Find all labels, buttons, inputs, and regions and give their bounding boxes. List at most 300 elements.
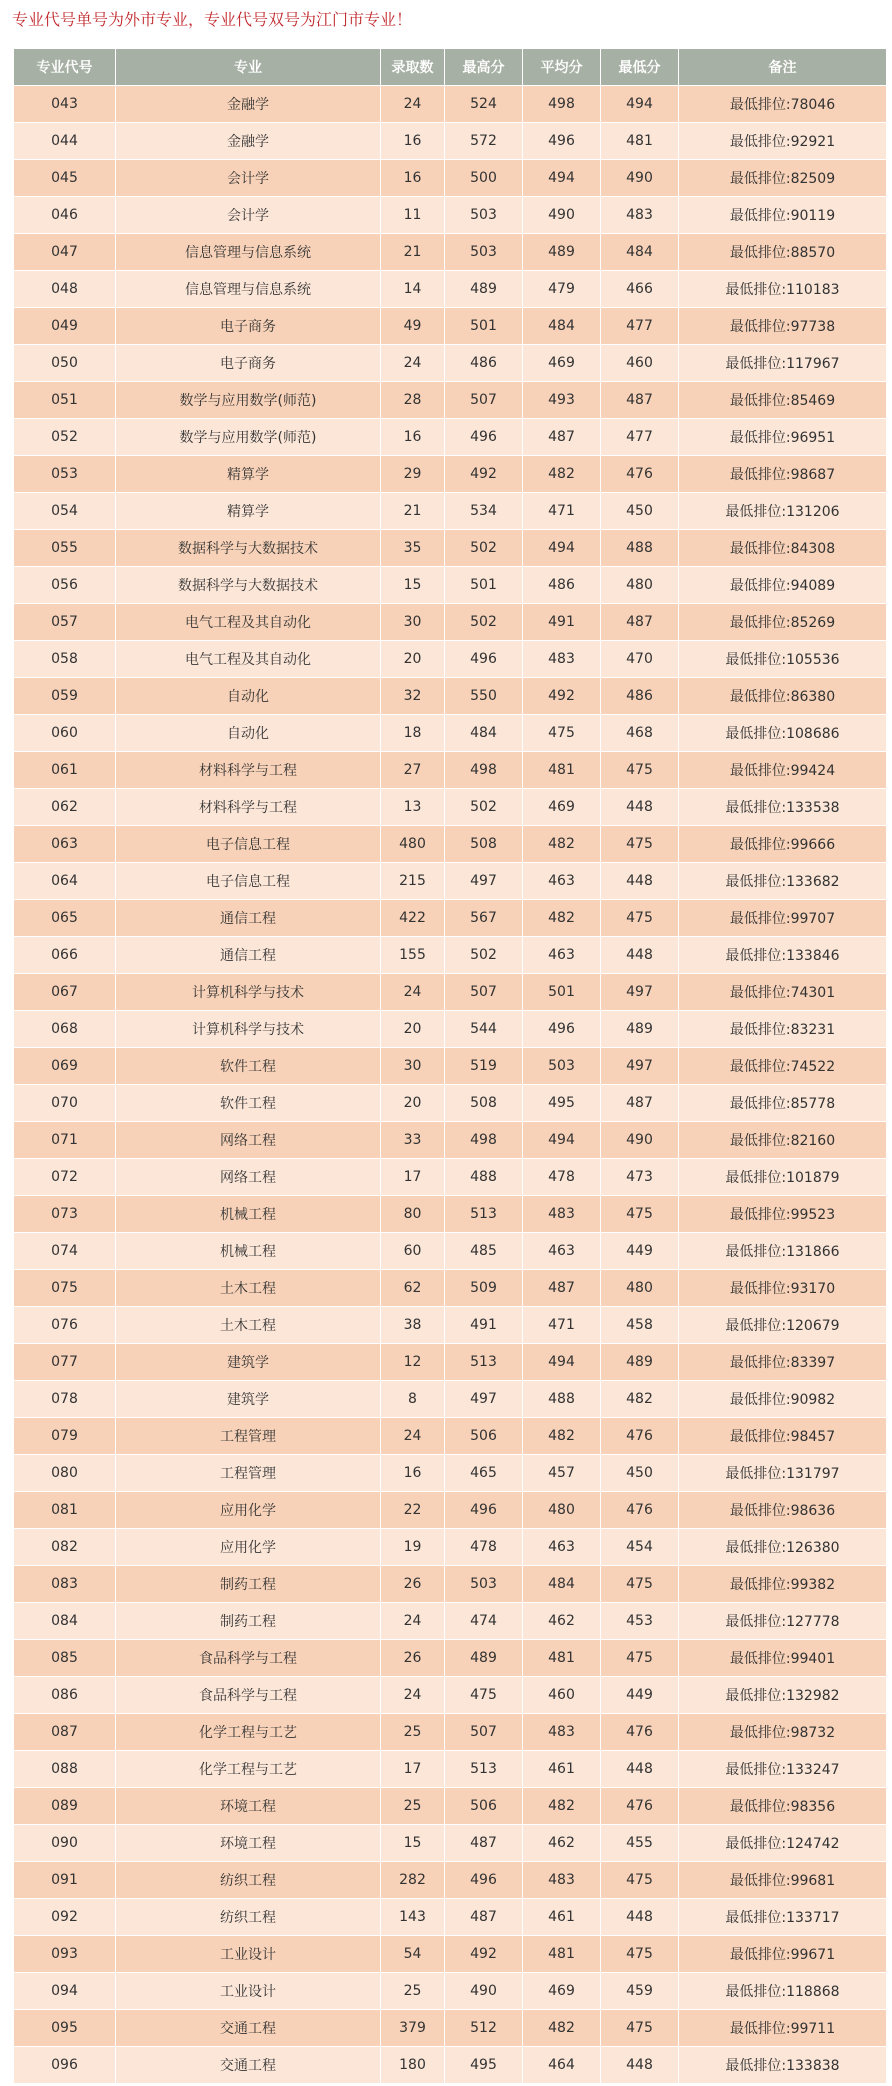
cell-admitted-count: 21: [381, 493, 445, 530]
cell-average-score: 469: [523, 789, 601, 826]
table-row: [14, 308, 887, 345]
cell-average-score: 462: [523, 1825, 601, 1862]
cell-major-code: 048: [14, 271, 116, 308]
cell-admitted-count: 20: [381, 1011, 445, 1048]
cell-average-score: 482: [523, 826, 601, 863]
cell-major-code: 050: [14, 345, 116, 382]
cell-highest-score: 489: [445, 271, 523, 308]
cell-remark: 最低排位:101879: [679, 1159, 887, 1196]
cell-lowest-score: 468: [601, 715, 679, 752]
cell-highest-score: 507: [445, 382, 523, 419]
cell-lowest-score: 494: [601, 86, 679, 123]
cell-highest-score: 503: [445, 1566, 523, 1603]
cell-highest-score: 489: [445, 1640, 523, 1677]
cell-lowest-score: 475: [601, 900, 679, 937]
cell-major: 电子信息工程: [116, 863, 381, 900]
cell-admitted-count: 15: [381, 1825, 445, 1862]
cell-major: 纺织工程: [116, 1862, 381, 1899]
cell-highest-score: 500: [445, 160, 523, 197]
cell-remark: 最低排位:78046: [679, 86, 887, 123]
cell-remark: 最低排位:131206: [679, 493, 887, 530]
table-row: [14, 1233, 887, 1270]
cell-major-code: 087: [14, 1714, 116, 1751]
page-note: 专业代号单号为外市专业，专业代号双号为江门市专业！: [12, 10, 413, 29]
cell-lowest-score: 459: [601, 1973, 679, 2010]
table-row: [14, 1899, 887, 1936]
table-row: [14, 1048, 887, 1085]
cell-average-score: 493: [523, 382, 601, 419]
header-major: 专业: [116, 49, 381, 86]
table-row: [14, 1714, 887, 1751]
cell-major-code: 058: [14, 641, 116, 678]
cell-average-score: 478: [523, 1159, 601, 1196]
cell-highest-score: 506: [445, 1788, 523, 1825]
cell-admitted-count: 29: [381, 456, 445, 493]
cell-highest-score: 475: [445, 1677, 523, 1714]
cell-average-score: 503: [523, 1048, 601, 1085]
cell-remark: 最低排位:99707: [679, 900, 887, 937]
table-row: [14, 1640, 887, 1677]
table-row: [14, 1862, 887, 1899]
cell-major: 软件工程: [116, 1048, 381, 1085]
cell-highest-score: 465: [445, 1455, 523, 1492]
cell-highest-score: 567: [445, 900, 523, 937]
cell-highest-score: 513: [445, 1344, 523, 1381]
cell-remark: 最低排位:97738: [679, 308, 887, 345]
cell-highest-score: 513: [445, 1751, 523, 1788]
cell-remark: 最低排位:99424: [679, 752, 887, 789]
cell-highest-score: 491: [445, 1307, 523, 1344]
table-row: [14, 1418, 887, 1455]
table-row: [14, 419, 887, 456]
cell-average-score: 483: [523, 641, 601, 678]
cell-average-score: 483: [523, 1862, 601, 1899]
cell-average-score: 481: [523, 752, 601, 789]
cell-major: 建筑学: [116, 1381, 381, 1418]
admission-score-table: [13, 48, 887, 2084]
cell-major: 建筑学: [116, 1344, 381, 1381]
cell-lowest-score: 487: [601, 604, 679, 641]
cell-admitted-count: 422: [381, 900, 445, 937]
cell-highest-score: 503: [445, 197, 523, 234]
cell-remark: 最低排位:110183: [679, 271, 887, 308]
cell-average-score: 494: [523, 160, 601, 197]
cell-remark: 最低排位:99671: [679, 1936, 887, 1973]
cell-lowest-score: 490: [601, 1122, 679, 1159]
cell-admitted-count: 49: [381, 308, 445, 345]
table-row: [14, 1344, 887, 1381]
table-row: [14, 1270, 887, 1307]
cell-admitted-count: 11: [381, 197, 445, 234]
cell-admitted-count: 80: [381, 1196, 445, 1233]
cell-average-score: 482: [523, 1418, 601, 1455]
cell-lowest-score: 448: [601, 2047, 679, 2084]
cell-major: 精算学: [116, 456, 381, 493]
cell-admitted-count: 24: [381, 1677, 445, 1714]
table-row: [14, 1751, 887, 1788]
cell-major-code: 092: [14, 1899, 116, 1936]
cell-lowest-score: 475: [601, 752, 679, 789]
cell-admitted-count: 17: [381, 1159, 445, 1196]
cell-remark: 最低排位:88570: [679, 234, 887, 271]
cell-admitted-count: 33: [381, 1122, 445, 1159]
cell-major: 工程管理: [116, 1455, 381, 1492]
cell-average-score: 461: [523, 1751, 601, 1788]
cell-lowest-score: 497: [601, 1048, 679, 1085]
table-row: [14, 1122, 887, 1159]
cell-major: 精算学: [116, 493, 381, 530]
cell-major-code: 094: [14, 1973, 116, 2010]
cell-average-score: 483: [523, 1714, 601, 1751]
header-highest-score: 最高分: [445, 49, 523, 86]
cell-major: 电子商务: [116, 345, 381, 382]
cell-average-score: 469: [523, 1973, 601, 2010]
cell-major-code: 057: [14, 604, 116, 641]
cell-major-code: 091: [14, 1862, 116, 1899]
cell-highest-score: 488: [445, 1159, 523, 1196]
cell-remark: 最低排位:133838: [679, 2047, 887, 2084]
cell-major: 金融学: [116, 123, 381, 160]
cell-major: 通信工程: [116, 937, 381, 974]
cell-highest-score: 484: [445, 715, 523, 752]
cell-admitted-count: 480: [381, 826, 445, 863]
cell-lowest-score: 483: [601, 197, 679, 234]
cell-lowest-score: 482: [601, 1381, 679, 1418]
cell-major: 电子商务: [116, 308, 381, 345]
cell-remark: 最低排位:99681: [679, 1862, 887, 1899]
cell-admitted-count: 282: [381, 1862, 445, 1899]
cell-remark: 最低排位:82160: [679, 1122, 887, 1159]
cell-average-score: 488: [523, 1381, 601, 1418]
cell-highest-score: 534: [445, 493, 523, 530]
cell-average-score: 484: [523, 1566, 601, 1603]
cell-lowest-score: 460: [601, 345, 679, 382]
cell-major-code: 051: [14, 382, 116, 419]
cell-remark: 最低排位:118868: [679, 1973, 887, 2010]
cell-average-score: 482: [523, 1788, 601, 1825]
cell-major-code: 071: [14, 1122, 116, 1159]
cell-major: 金融学: [116, 86, 381, 123]
cell-major-code: 070: [14, 1085, 116, 1122]
cell-remark: 最低排位:85469: [679, 382, 887, 419]
cell-average-score: 482: [523, 2010, 601, 2047]
cell-remark: 最低排位:98457: [679, 1418, 887, 1455]
cell-lowest-score: 448: [601, 1899, 679, 1936]
cell-remark: 最低排位:85269: [679, 604, 887, 641]
cell-major-code: 047: [14, 234, 116, 271]
cell-remark: 最低排位:90119: [679, 197, 887, 234]
table-row: [14, 900, 887, 937]
table-row: [14, 1677, 887, 1714]
cell-admitted-count: 180: [381, 2047, 445, 2084]
cell-highest-score: 513: [445, 1196, 523, 1233]
cell-major: 自动化: [116, 715, 381, 752]
cell-highest-score: 498: [445, 1122, 523, 1159]
cell-highest-score: 496: [445, 1862, 523, 1899]
cell-highest-score: 486: [445, 345, 523, 382]
cell-lowest-score: 489: [601, 1344, 679, 1381]
cell-remark: 最低排位:133846: [679, 937, 887, 974]
cell-average-score: 463: [523, 1233, 601, 1270]
cell-remark: 最低排位:105536: [679, 641, 887, 678]
cell-average-score: 460: [523, 1677, 601, 1714]
cell-major-code: 072: [14, 1159, 116, 1196]
cell-major-code: 064: [14, 863, 116, 900]
cell-major: 食品科学与工程: [116, 1640, 381, 1677]
cell-average-score: 491: [523, 604, 601, 641]
cell-admitted-count: 379: [381, 2010, 445, 2047]
cell-lowest-score: 470: [601, 641, 679, 678]
cell-major-code: 049: [14, 308, 116, 345]
cell-major: 网络工程: [116, 1159, 381, 1196]
cell-major-code: 076: [14, 1307, 116, 1344]
cell-major: 工业设计: [116, 1973, 381, 2010]
cell-major: 软件工程: [116, 1085, 381, 1122]
cell-lowest-score: 488: [601, 530, 679, 567]
cell-highest-score: 503: [445, 234, 523, 271]
cell-average-score: 494: [523, 530, 601, 567]
cell-average-score: 501: [523, 974, 601, 1011]
cell-lowest-score: 480: [601, 1270, 679, 1307]
cell-highest-score: 474: [445, 1603, 523, 1640]
cell-remark: 最低排位:99382: [679, 1566, 887, 1603]
table-row: [14, 382, 887, 419]
cell-admitted-count: 20: [381, 641, 445, 678]
cell-remark: 最低排位:133682: [679, 863, 887, 900]
cell-highest-score: 508: [445, 1085, 523, 1122]
cell-lowest-score: 454: [601, 1529, 679, 1566]
cell-lowest-score: 450: [601, 493, 679, 530]
header-lowest-score: 最低分: [601, 49, 679, 86]
table-row: [14, 530, 887, 567]
cell-major-code: 079: [14, 1418, 116, 1455]
cell-major-code: 080: [14, 1455, 116, 1492]
cell-remark: 最低排位:98356: [679, 1788, 887, 1825]
cell-remark: 最低排位:90982: [679, 1381, 887, 1418]
cell-average-score: 490: [523, 197, 601, 234]
cell-highest-score: 507: [445, 1714, 523, 1751]
cell-remark: 最低排位:133717: [679, 1899, 887, 1936]
cell-admitted-count: 20: [381, 1085, 445, 1122]
cell-major-code: 069: [14, 1048, 116, 1085]
table-row: [14, 937, 887, 974]
cell-highest-score: 492: [445, 1936, 523, 1973]
table-row: [14, 1788, 887, 1825]
cell-average-score: 471: [523, 1307, 601, 1344]
cell-major-code: 046: [14, 197, 116, 234]
cell-major: 电气工程及其自动化: [116, 604, 381, 641]
cell-admitted-count: 16: [381, 419, 445, 456]
cell-major: 化学工程与工艺: [116, 1714, 381, 1751]
table-row: [14, 826, 887, 863]
cell-remark: 最低排位:82509: [679, 160, 887, 197]
cell-major: 环境工程: [116, 1788, 381, 1825]
cell-major-code: 081: [14, 1492, 116, 1529]
cell-major-code: 053: [14, 456, 116, 493]
cell-lowest-score: 448: [601, 863, 679, 900]
table-row: [14, 2010, 887, 2047]
cell-major: 信息管理与信息系统: [116, 271, 381, 308]
cell-lowest-score: 490: [601, 160, 679, 197]
cell-admitted-count: 155: [381, 937, 445, 974]
cell-lowest-score: 448: [601, 1751, 679, 1788]
cell-highest-score: 544: [445, 1011, 523, 1048]
table-row: [14, 1529, 887, 1566]
cell-highest-score: 485: [445, 1233, 523, 1270]
cell-major: 电子信息工程: [116, 826, 381, 863]
cell-highest-score: 501: [445, 567, 523, 604]
cell-major: 食品科学与工程: [116, 1677, 381, 1714]
cell-major-code: 067: [14, 974, 116, 1011]
table-row: [14, 1381, 887, 1418]
cell-average-score: 496: [523, 123, 601, 160]
cell-major-code: 052: [14, 419, 116, 456]
cell-major-code: 078: [14, 1381, 116, 1418]
cell-highest-score: 496: [445, 1492, 523, 1529]
cell-remark: 最低排位:84308: [679, 530, 887, 567]
cell-major: 信息管理与信息系统: [116, 234, 381, 271]
cell-average-score: 462: [523, 1603, 601, 1640]
cell-major-code: 085: [14, 1640, 116, 1677]
cell-major: 制药工程: [116, 1566, 381, 1603]
cell-lowest-score: 476: [601, 1714, 679, 1751]
cell-remark: 最低排位:83231: [679, 1011, 887, 1048]
cell-major: 会计学: [116, 160, 381, 197]
cell-major: 应用化学: [116, 1492, 381, 1529]
cell-admitted-count: 18: [381, 715, 445, 752]
cell-major-code: 062: [14, 789, 116, 826]
cell-highest-score: 495: [445, 2047, 523, 2084]
cell-highest-score: 550: [445, 678, 523, 715]
cell-average-score: 463: [523, 863, 601, 900]
cell-major-code: 084: [14, 1603, 116, 1640]
cell-admitted-count: 15: [381, 567, 445, 604]
cell-admitted-count: 26: [381, 1566, 445, 1603]
cell-highest-score: 507: [445, 974, 523, 1011]
table-row: [14, 1196, 887, 1233]
cell-major-code: 063: [14, 826, 116, 863]
cell-highest-score: 497: [445, 863, 523, 900]
cell-lowest-score: 475: [601, 826, 679, 863]
cell-major: 交通工程: [116, 2010, 381, 2047]
cell-lowest-score: 489: [601, 1011, 679, 1048]
cell-remark: 最低排位:99523: [679, 1196, 887, 1233]
table-row: [14, 1159, 887, 1196]
cell-admitted-count: 27: [381, 752, 445, 789]
cell-highest-score: 502: [445, 530, 523, 567]
header-average-score: 平均分: [523, 49, 601, 86]
table-body: [14, 86, 887, 2084]
cell-average-score: 484: [523, 308, 601, 345]
cell-admitted-count: 24: [381, 86, 445, 123]
cell-lowest-score: 486: [601, 678, 679, 715]
table-row: [14, 86, 887, 123]
cell-highest-score: 487: [445, 1899, 523, 1936]
cell-remark: 最低排位:117967: [679, 345, 887, 382]
cell-major: 通信工程: [116, 900, 381, 937]
cell-major: 环境工程: [116, 1825, 381, 1862]
cell-average-score: 461: [523, 1899, 601, 1936]
cell-highest-score: 501: [445, 308, 523, 345]
cell-remark: 最低排位:94089: [679, 567, 887, 604]
cell-average-score: 481: [523, 1936, 601, 1973]
cell-remark: 最低排位:98687: [679, 456, 887, 493]
cell-major-code: 043: [14, 86, 116, 123]
cell-major: 机械工程: [116, 1233, 381, 1270]
cell-major: 工程管理: [116, 1418, 381, 1455]
cell-average-score: 482: [523, 900, 601, 937]
cell-admitted-count: 25: [381, 1973, 445, 2010]
cell-major-code: 083: [14, 1566, 116, 1603]
cell-major-code: 056: [14, 567, 116, 604]
cell-major: 会计学: [116, 197, 381, 234]
cell-remark: 最低排位:133538: [679, 789, 887, 826]
cell-major-code: 095: [14, 2010, 116, 2047]
table-row: [14, 271, 887, 308]
cell-major: 制药工程: [116, 1603, 381, 1640]
cell-lowest-score: 449: [601, 1677, 679, 1714]
cell-lowest-score: 475: [601, 1862, 679, 1899]
cell-admitted-count: 19: [381, 1529, 445, 1566]
cell-highest-score: 498: [445, 752, 523, 789]
cell-major-code: 045: [14, 160, 116, 197]
cell-major-code: 059: [14, 678, 116, 715]
cell-highest-score: 496: [445, 419, 523, 456]
admission-table-container: [13, 48, 886, 2084]
cell-lowest-score: 466: [601, 271, 679, 308]
table-row: [14, 160, 887, 197]
cell-lowest-score: 484: [601, 234, 679, 271]
cell-major-code: 065: [14, 900, 116, 937]
cell-highest-score: 524: [445, 86, 523, 123]
cell-remark: 最低排位:120679: [679, 1307, 887, 1344]
cell-admitted-count: 25: [381, 1714, 445, 1751]
header-major-code: 专业代号: [14, 49, 116, 86]
cell-lowest-score: 476: [601, 1788, 679, 1825]
table-row: [14, 567, 887, 604]
cell-lowest-score: 476: [601, 1418, 679, 1455]
cell-major: 材料科学与工程: [116, 789, 381, 826]
cell-average-score: 463: [523, 1529, 601, 1566]
cell-lowest-score: 487: [601, 1085, 679, 1122]
table-row: [14, 678, 887, 715]
cell-remark: 最低排位:126380: [679, 1529, 887, 1566]
cell-remark: 最低排位:132982: [679, 1677, 887, 1714]
cell-major-code: 086: [14, 1677, 116, 1714]
cell-admitted-count: 143: [381, 1899, 445, 1936]
cell-highest-score: 572: [445, 123, 523, 160]
cell-lowest-score: 476: [601, 1492, 679, 1529]
cell-major: 数据科学与大数据技术: [116, 530, 381, 567]
cell-lowest-score: 475: [601, 1196, 679, 1233]
table-row: [14, 2047, 887, 2084]
cell-admitted-count: 14: [381, 271, 445, 308]
cell-major-code: 075: [14, 1270, 116, 1307]
cell-admitted-count: 25: [381, 1788, 445, 1825]
cell-average-score: 471: [523, 493, 601, 530]
cell-remark: 最低排位:74522: [679, 1048, 887, 1085]
cell-highest-score: 478: [445, 1529, 523, 1566]
cell-average-score: 479: [523, 271, 601, 308]
cell-highest-score: 497: [445, 1381, 523, 1418]
cell-admitted-count: 54: [381, 1936, 445, 1973]
cell-admitted-count: 16: [381, 1455, 445, 1492]
cell-highest-score: 502: [445, 789, 523, 826]
cell-average-score: 489: [523, 234, 601, 271]
cell-remark: 最低排位:74301: [679, 974, 887, 1011]
cell-average-score: 487: [523, 419, 601, 456]
cell-average-score: 480: [523, 1492, 601, 1529]
